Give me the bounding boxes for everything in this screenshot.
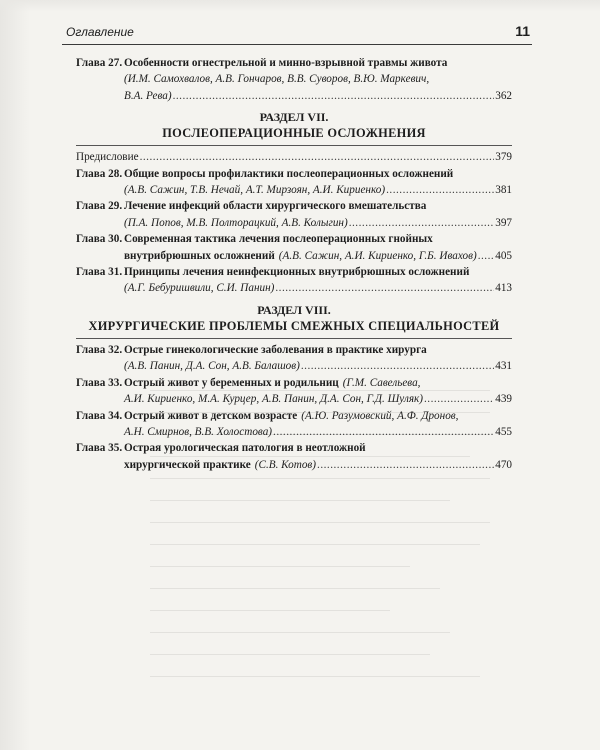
dot-leader — [424, 391, 494, 407]
section-label: РАЗДЕЛ VII. — [259, 110, 329, 125]
toc-entry-chapter-29[interactable] — [76, 198, 512, 231]
header-title: Оглавление — [66, 25, 134, 39]
preface-page: 379 — [495, 151, 512, 164]
section-divider — [76, 145, 512, 146]
chapter-authors: (А.Г. Бебуришвили, С.И. Панин) — [124, 282, 275, 295]
chapter-page: 439 — [495, 393, 512, 406]
chapter-title: Современная тактика лечения послеоперационных гнойных — [124, 233, 433, 246]
chapter-title: Острый живот в детском возрасте — [124, 409, 298, 422]
chapter-title: Общие вопросы профилактики послеоперационных осложнений — [124, 167, 454, 180]
chapter-authors: В.А. Рева) — [124, 89, 172, 102]
chapter-number: Глава 34. — [76, 409, 123, 422]
running-header — [62, 24, 532, 45]
dot-leader — [301, 358, 494, 374]
chapter-title: Особенности огнестрельной и минно-взрывной травмы живота — [124, 57, 448, 69]
section-label: РАЗДЕЛ VIII. — [257, 302, 331, 317]
dot-leader — [386, 182, 494, 198]
chapter-page: 455 — [495, 425, 512, 438]
toc-entry-chapter-34[interactable] — [76, 408, 512, 441]
section-divider — [76, 338, 512, 339]
toc-entry-chapter-31[interactable] — [76, 264, 512, 297]
chapter-number: Глава 31. — [76, 266, 123, 279]
toc-entry-chapter-28[interactable] — [76, 166, 512, 199]
chapter-authors: (П.А. Попов, М.В. Полторацкий, А.В. Колыгин) — [124, 216, 348, 229]
chapter-page: 413 — [495, 282, 512, 295]
toc-entry-chapter-35[interactable] — [76, 440, 512, 473]
chapter-title: Острые гинекологические заболевания в практике хирурга — [124, 343, 427, 356]
chapter-authors: А.Н. Смирнов, В.В. Холостова) — [124, 425, 273, 438]
toc-entry-chapter-27[interactable] — [76, 55, 512, 104]
chapter-number: Глава 29. — [76, 200, 123, 213]
dot-leader — [349, 215, 495, 231]
chapter-page: 397 — [495, 216, 512, 229]
dot-leader — [275, 280, 494, 296]
chapter-authors: (А.В. Панин, Д.А. Сон, А.В. Балашов) — [124, 360, 300, 373]
chapter-title: Лечение инфекций области хирургического вмешательства — [124, 200, 427, 213]
chapter-authors: А.И. Кириенко, М.А. Курцер, А.В. Панин, Д.А. Сон, Г.Д. Шуляк) — [124, 393, 423, 406]
chapter-title: Острая урологическая патология в неотложной — [124, 442, 366, 455]
dot-leader — [273, 424, 494, 440]
chapter-page: 431 — [495, 360, 512, 373]
dot-leader — [478, 248, 495, 264]
chapter-authors: (С.В. Котов) — [254, 458, 317, 471]
toc-entry-chapter-32[interactable] — [76, 342, 512, 375]
dot-leader — [140, 149, 495, 165]
dot-leader — [317, 457, 494, 473]
chapter-number: Глава 28. — [76, 167, 123, 180]
chapter-page: 362 — [495, 89, 512, 102]
chapter-title: хирургической практике — [124, 458, 251, 471]
chapter-authors: (Г.М. Савельева, — [342, 376, 421, 389]
chapter-title: Острый живот у беременных и родильниц — [124, 376, 339, 389]
chapter-number: Глава 30. — [76, 233, 123, 246]
preface-title: Предисловие — [76, 151, 139, 164]
chapter-number: Глава 27. — [76, 57, 123, 69]
chapter-page: 470 — [495, 458, 512, 471]
chapter-authors: (А.В. Сажин, А.И. Кириенко, Г.Б. Ивахов) — [278, 249, 477, 262]
chapter-page: 405 — [495, 249, 512, 262]
chapter-authors: (И.М. Самохвалов, А.В. Гончаров, В.В. Суворов, В.Ю. Маркевич, — [124, 73, 430, 86]
page-shadow — [0, 0, 30, 750]
chapter-number: Глава 33. — [76, 376, 123, 389]
section-name: ХИРУРГИЧЕСКИЕ ПРОБЛЕМЫ СМЕЖНЫХ СПЕЦИАЛЬНОСТЕЙ — [88, 318, 500, 333]
toc-entry-preface[interactable] — [76, 149, 512, 165]
chapter-number: Глава 35. — [76, 442, 123, 455]
chapter-page: 381 — [495, 184, 512, 197]
dot-leader — [173, 88, 495, 104]
section-name: ПОСЛЕОПЕРАЦИОННЫЕ ОСЛОЖНЕНИЯ — [162, 126, 426, 141]
chapter-title: внутрибрюшных осложнений — [124, 249, 275, 262]
chapter-authors: (А.В. Сажин, Т.В. Нечай, А.Т. Мирзоян, А.И. Кириенко) — [124, 184, 386, 197]
chapter-authors: (А.Ю. Разумовский, А.Ф. Дронов, — [301, 409, 459, 422]
toc-entry-chapter-33[interactable] — [76, 375, 512, 408]
chapter-title: Принципы лечения неинфекционных внутрибрюшных осложнений — [124, 266, 470, 279]
section-heading-7 — [76, 110, 512, 141]
page-shadow-top — [0, 0, 600, 12]
toc-entry-chapter-30[interactable] — [76, 231, 512, 264]
chapter-number: Глава 32. — [76, 343, 123, 356]
table-of-contents — [76, 55, 512, 473]
page-number: 11 — [515, 23, 530, 39]
section-heading-8 — [76, 303, 512, 334]
